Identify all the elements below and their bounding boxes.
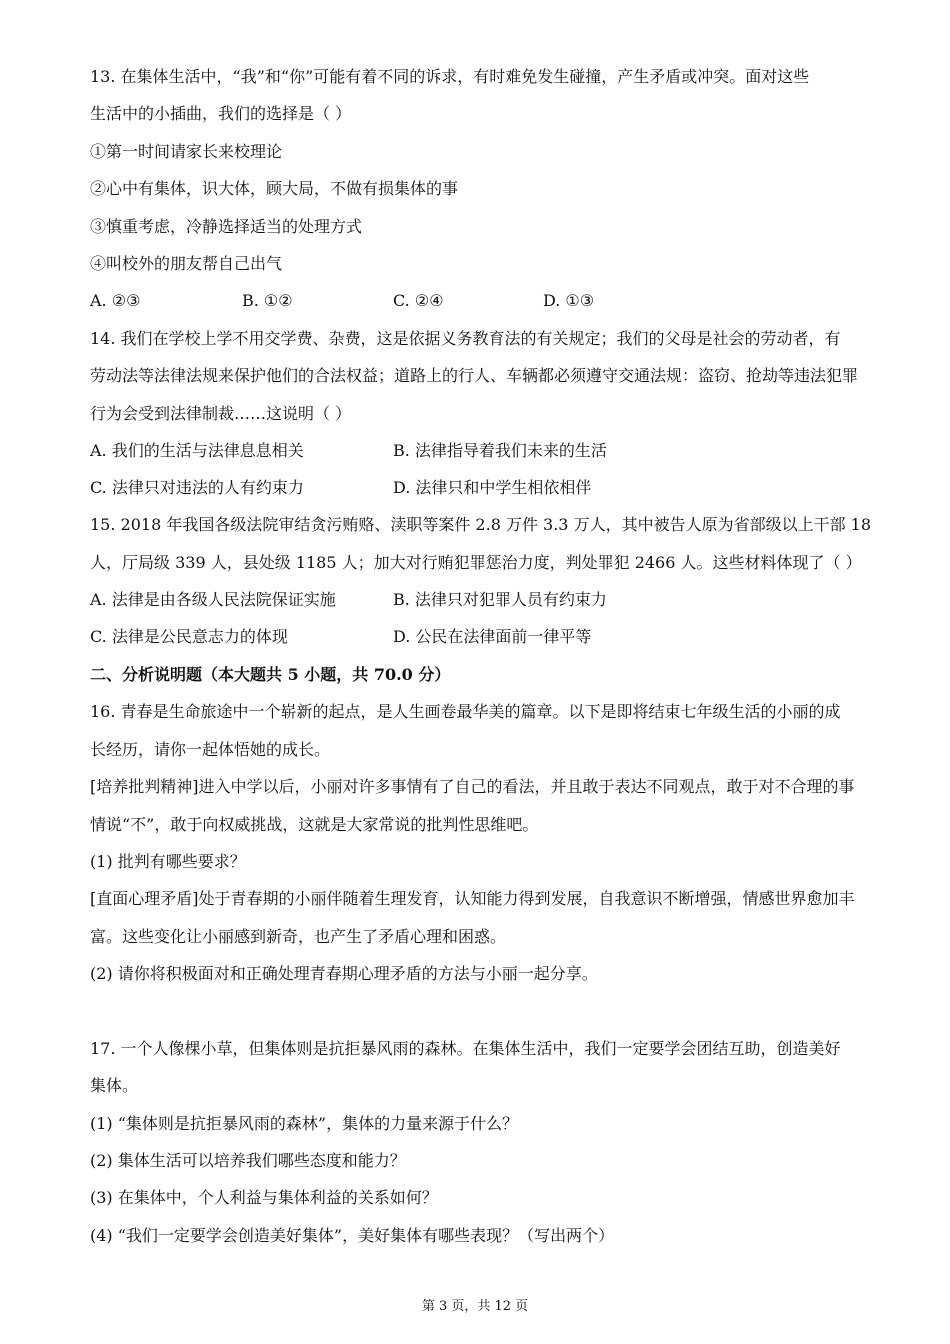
q13-option-b: B. ①② bbox=[242, 291, 293, 310]
q16-paragraph1-line1: [培养批判精神]进入中学以后，小丽对许多事情有了自己的看法，并且敢于表达不同观点，敢于对不合理的事 bbox=[90, 777, 855, 796]
q15-option-d: D. 公民在法律面前一律平等 bbox=[393, 627, 592, 646]
q14-option-c: C. 法律只对违法的人有约束力 bbox=[90, 478, 304, 497]
q13-item-2: ②心中有集体，识大体，顾大局，不做有损集体的事 bbox=[90, 179, 459, 198]
q15-stem-line2: 人，厅局级 339 人，县处级 1185 人；加大对行贿犯罪惩治力度，判处罪犯 2466 人。这些材料体现了（ ） bbox=[90, 553, 862, 572]
q13-option-c: C. ②④ bbox=[393, 291, 444, 310]
q16-paragraph1-line2: 情说“不”，敢于向权威挑战，这就是大家常说的批判性思维吧。 bbox=[90, 815, 539, 834]
q16-stem-line1: 16. 青春是生命旅途中一个崭新的起点，是人生画卷最华美的篇章。以下是即将结束七年级生活的小丽的成 bbox=[90, 702, 841, 721]
q13-option-d: D. ①③ bbox=[543, 291, 595, 310]
q16-paragraph2-line1: [直面心理矛盾]处于青春期的小丽伴随着生理发育，认知能力得到发展，自我意识不断增强，情感世界愈加丰 bbox=[90, 889, 855, 908]
q16-subquestion-1: (1) 批判有哪些要求？ bbox=[90, 852, 246, 871]
page-footer: 第 3 页，共 12 页 bbox=[421, 1299, 529, 1314]
q16-stem-line2: 长经历，请你一起体悟她的成长。 bbox=[90, 740, 331, 759]
q14-option-a: A. 我们的生活与法律息息相关 bbox=[90, 441, 304, 460]
q14-option-b: B. 法律指导着我们未来的生活 bbox=[393, 441, 607, 460]
q16-paragraph2-line2: 富。这些变化让小丽感到新奇，也产生了矛盾心理和困惑。 bbox=[90, 927, 507, 946]
q14-stem-line2: 劳动法等法律法规来保护他们的合法权益；道路上的行人、车辆都必须遵守交通法规：盗窃、抢劫等违法犯罪 bbox=[90, 366, 859, 385]
q17-stem-line1: 17. 一个人像棵小草，但集体则是抗拒暴风雨的森林。在集体生活中，我们一定要学会团结互助，创造美好 bbox=[90, 1039, 841, 1058]
q14-option-d: D. 法律只和中学生相依相伴 bbox=[393, 478, 592, 497]
q13-option-a: A. ②③ bbox=[90, 291, 141, 310]
q15-option-b: B. 法律只对犯罪人员有约束力 bbox=[393, 590, 607, 609]
q15-option-c: C. 法律是公民意志力的体现 bbox=[90, 627, 288, 646]
q13-item-4: ④叫校外的朋友帮自己出气 bbox=[90, 254, 283, 273]
q16-subquestion-2: (2) 请你将积极面对和正确处理青春期心理矛盾的方法与小丽一起分享。 bbox=[90, 964, 598, 983]
q14-stem-line1: 14. 我们在学校上学不用交学费、杂费，这是依据义务教育法的有关规定；我们的父母是社会的劳动者，有 bbox=[90, 329, 841, 348]
q17-stem-line2: 集体。 bbox=[90, 1076, 139, 1095]
q14-stem-line3: 行为会受到法律制裁……这说明（ ） bbox=[90, 404, 352, 423]
q17-subquestion-2: (2) 集体生活可以培养我们哪些态度和能力？ bbox=[90, 1151, 406, 1170]
q13-item-3: ③慎重考虑，冷静选择适当的处理方式 bbox=[90, 217, 363, 236]
q15-option-a: A. 法律是由各级人民法院保证实施 bbox=[90, 590, 336, 609]
q15-stem-line1: 15. 2018 年我国各级法院审结贪污贿赂、渎职等案件 2.8 万件 3.3 万人，其中被告人原为省部级以上干部 18 bbox=[90, 515, 872, 534]
q17-subquestion-3: (3) 在集体中，个人利益与集体利益的关系如何？ bbox=[90, 1188, 438, 1207]
q17-subquestion-1: (1) “集体则是抗拒暴风雨的森林”，集体的力量来源于什么？ bbox=[90, 1114, 519, 1133]
q13-stem-line2: 生活中的小插曲，我们的选择是（ ） bbox=[90, 104, 352, 123]
q13-stem-line1: 13. 在集体生活中，“我”和“你”可能有着不同的诉求，有时难免发生碰撞，产生矛盾或冲突。面对这些 bbox=[90, 67, 810, 86]
q13-item-1: ①第一时间请家长来校理论 bbox=[90, 142, 283, 161]
q17-subquestion-4: (4) “我们一定要学会创造美好集体”，美好集体有哪些表现？（写出两个） bbox=[90, 1226, 615, 1245]
section-heading: 二、分析说明题（本大题共 5 小题，共 70.0 分） bbox=[90, 665, 451, 684]
